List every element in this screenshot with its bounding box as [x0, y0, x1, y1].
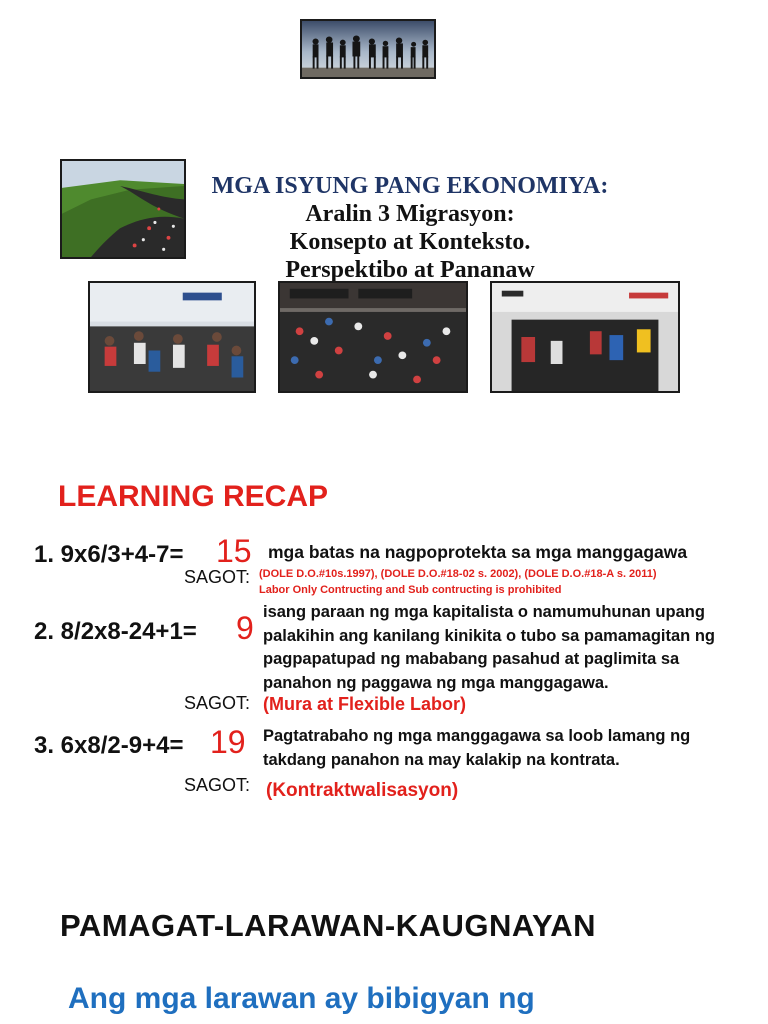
item2-description-line: isang paraan ng mga kapitalista o namumuhunan upang [263, 603, 705, 621]
item1-description: mga batas na nagpoprotekta sa mga manggagawa [268, 542, 688, 562]
item2-description-line: panahon ng paggawa ng mga manggagawa. [263, 673, 609, 692]
item2-sagot-label: SAGOT: [184, 693, 251, 713]
item1-sagot-answer: (DOLE D.O.#10s.1997), (DOLE D.O.#18-02 s. 2002), (DOLE D.O.#18-A s. 2011) [259, 568, 657, 580]
item1-answer: 15 [216, 533, 252, 569]
item1-sagot-note: Labor Only Contructing and Sub contructing is prohibited [259, 584, 562, 596]
item3-sagot-label: SAGOT: [184, 775, 251, 795]
instruction-subtext: Ang mga larawan ay bibigyan ng [68, 982, 535, 1015]
item2-sagot-answer: (Mura at Flexible Labor) [263, 694, 467, 714]
item1-equation: 1. 9x6/3+4-7= [34, 541, 184, 568]
item2-description [263, 601, 743, 695]
airport-arrival-crowd-image [278, 281, 468, 393]
lesson-title-line1: MGA ISYUNG PANG EKONOMIYA: [211, 173, 609, 199]
train-station-crowd-image [490, 281, 680, 393]
item3-answer: 19 [210, 724, 246, 760]
item3-description-line: Pagtatrabaho ng mga manggagawa sa loob lamang ng [263, 727, 691, 745]
crowd-queue-image [60, 159, 186, 259]
lesson-title-line3: Konsepto at Konteksto. [289, 229, 531, 255]
item3-description-line: takdang panahon na may kalakip na kontrata. [263, 750, 620, 769]
learning-recap-heading: LEARNING RECAP [58, 480, 329, 513]
pamagat-larawan-heading: PAMAGAT-LARAWAN-KAUGNAYAN [60, 908, 597, 943]
recap-item-2 [34, 600, 754, 720]
recap-item-1 [34, 534, 754, 604]
lesson-title-line4: Perspektibo at Pananaw [285, 257, 535, 282]
migrants-silhouette-image [300, 19, 436, 79]
lesson-title [130, 172, 690, 282]
lesson-title-line2: Aralin 3 Migrasyon: [305, 201, 515, 227]
item3-description [263, 725, 743, 772]
recap-item-3 [34, 724, 754, 814]
item2-description-line: palakihin ang kanilang kinikita o tubo sa pamamagitan ng [263, 626, 716, 645]
item3-sagot-answer: (Kontraktwalisasyon) [266, 780, 459, 801]
item3-equation: 3. 6x8/2-9+4= [34, 732, 184, 759]
airport-crowd-image [88, 281, 256, 393]
item2-answer: 9 [236, 610, 254, 646]
item1-sagot-label: SAGOT: [184, 567, 251, 587]
item2-equation: 2. 8/2x8-24+1= [34, 618, 197, 645]
item2-description-line: pagpapatupad ng mababang pasahud at paglimita sa [263, 650, 680, 668]
